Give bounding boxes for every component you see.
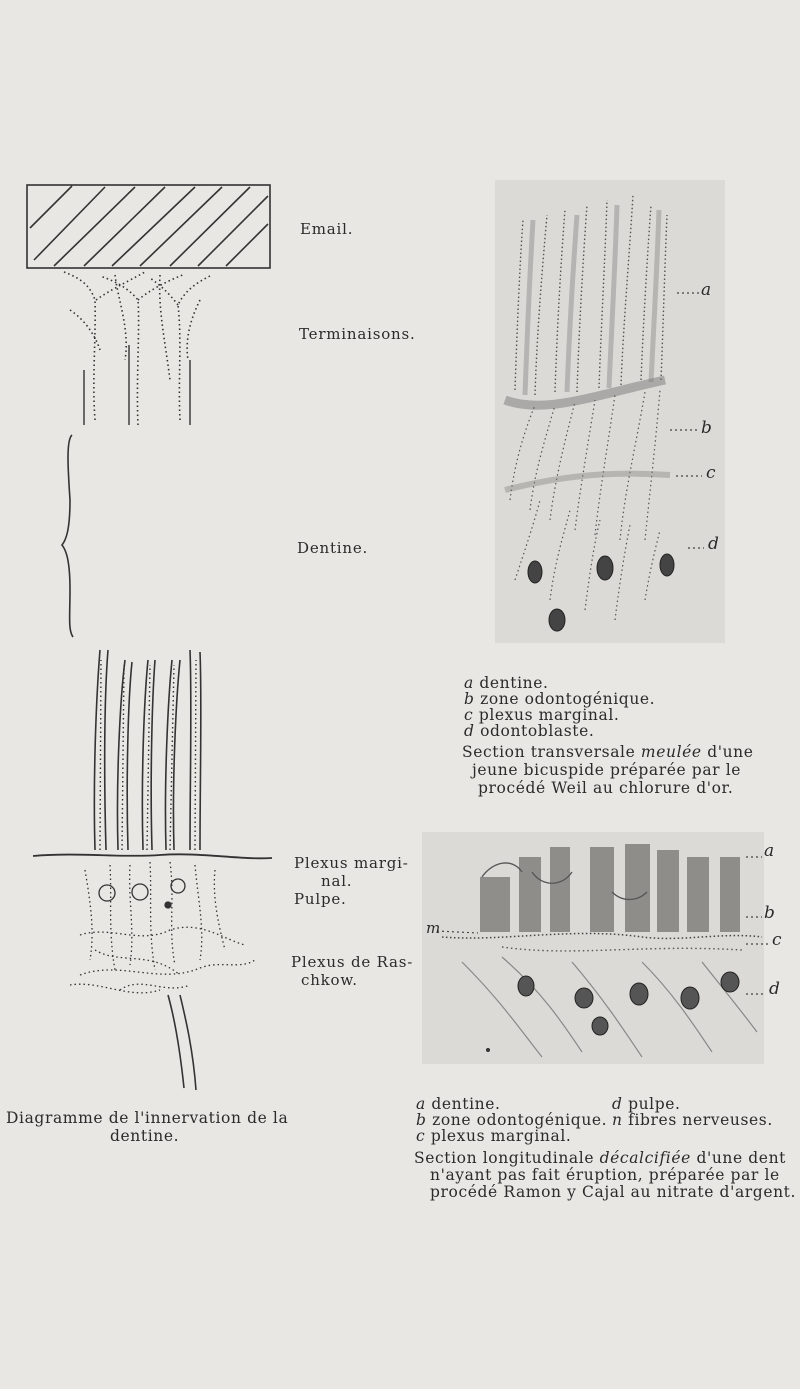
label-plexus-marginal-1: Plexus margi- [294, 854, 409, 872]
marker-bottom-m: m [426, 919, 442, 937]
marker-bottom-c: c [772, 930, 783, 950]
bottom-legend-a-key: a [416, 1095, 426, 1113]
marker-top-d: d [708, 534, 720, 554]
top-legend-b-text: zone odontogénique. [480, 690, 656, 708]
marker-top-b: b [701, 418, 713, 438]
top-section-line2: jeune bicuspide préparée par le [472, 761, 742, 779]
bottom-legend-n-text: fibres nerveuses. [628, 1111, 773, 1129]
top-legend-c-text: plexus marginal. [478, 706, 620, 724]
bottom-legend-b-key: b [416, 1111, 427, 1129]
top-legend-a-text: dentine. [479, 674, 549, 692]
bottom-legend-b-text: zone odontogénique. [432, 1111, 608, 1129]
marker-top-c: c [706, 463, 717, 483]
label-plexus-raschkow-2: chkow. [301, 971, 358, 989]
top-section-prefix: Section transversale [462, 743, 636, 761]
bottom-section-italic: décalcifiée [599, 1149, 691, 1167]
top-section-suffix: d'une [707, 743, 754, 761]
bottom-section-prefix: Section longitudinale [414, 1149, 595, 1167]
bottom-legend-c-key: c [416, 1127, 426, 1145]
label-pulpe: Pulpe. [294, 890, 347, 908]
bottom-legend-c [416, 1128, 571, 1145]
bottom-section-line1 [414, 1150, 786, 1167]
marker-bottom-b: b [764, 903, 776, 923]
marker-top-a: a [701, 280, 712, 300]
top-section-italic: meulée [640, 743, 702, 761]
marker-bottom-a: a [764, 841, 775, 861]
bottom-section-line2: n'ayant pas fait éruption, préparée par le [430, 1166, 780, 1184]
top-legend-b-key: b [464, 690, 475, 708]
top-legend-d-key: d [464, 722, 475, 740]
top-legend-a-key: a [464, 674, 474, 692]
label-email: Email. [300, 220, 354, 238]
bottom-legend-n-key: n [612, 1111, 623, 1129]
top-section-line3: procédé Weil au chlorure d'or. [478, 779, 734, 797]
bottom-legend-n [612, 1112, 773, 1129]
label-terminaisons: Terminaisons. [299, 325, 416, 343]
bottom-legend-a-text: dentine. [431, 1095, 501, 1113]
label-plexus-marginal-2: nal. [321, 872, 353, 890]
label-plexus-raschkow-1: Plexus de Ras- [291, 953, 414, 971]
marker-bottom-d: d [769, 979, 781, 999]
bottom-legend-d-text: pulpe. [628, 1095, 681, 1113]
left-caption-line2: dentine. [110, 1127, 180, 1145]
bottom-legend-d-key: d [612, 1095, 623, 1113]
top-legend-c-key: c [464, 706, 474, 724]
top-legend-d-text: odontoblaste. [480, 722, 595, 740]
bottom-section-line3: procédé Ramon y Cajal au nitrate d'argent. [430, 1183, 797, 1201]
label-dentine: Dentine. [297, 539, 369, 557]
bottom-section-suffix: d'une dent [696, 1149, 786, 1167]
left-caption-line1: Diagramme de l'innervation de la [6, 1109, 289, 1127]
bottom-legend-c-text: plexus marginal. [430, 1127, 572, 1145]
